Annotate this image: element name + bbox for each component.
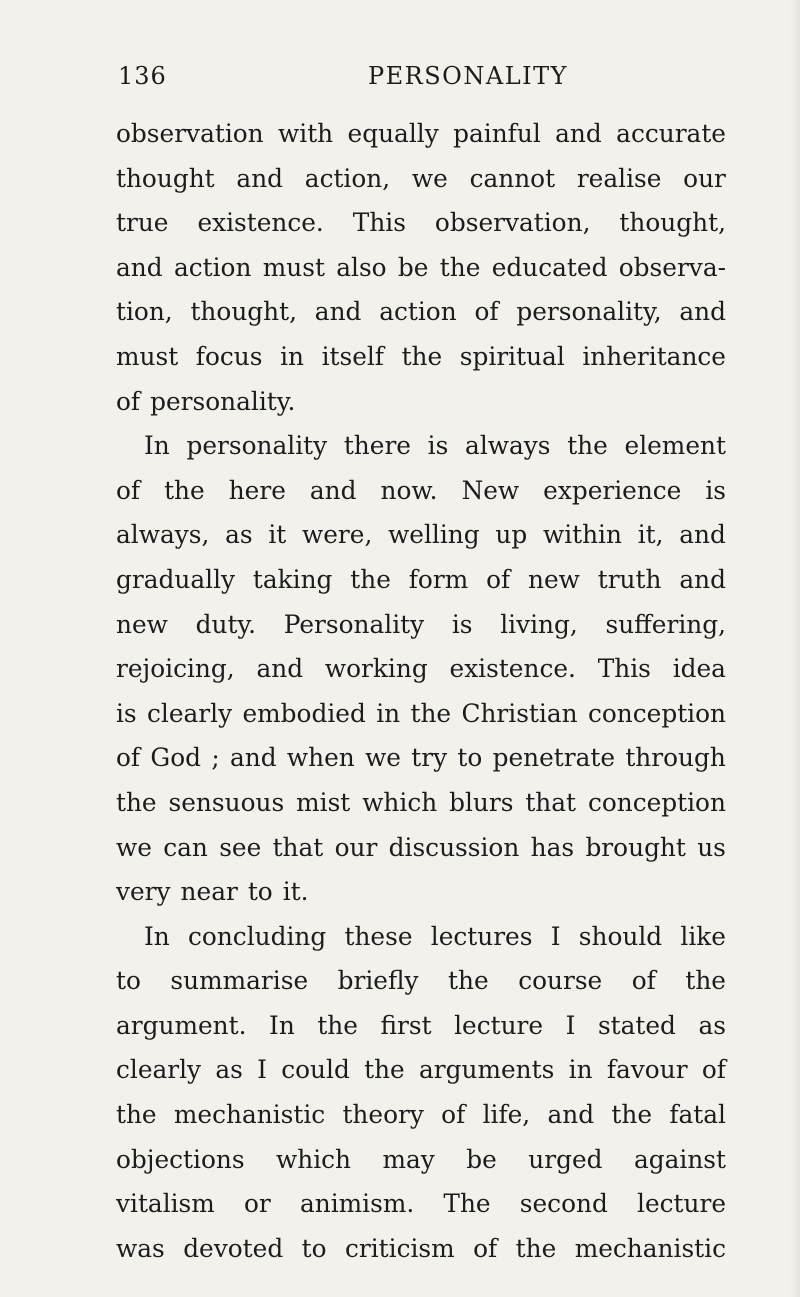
page-number: 136 xyxy=(118,62,167,90)
text-line: tion, thought, and action of personality, and xyxy=(116,297,726,327)
text-line: the sensuous mist which blurs that conception xyxy=(116,787,726,817)
text-line: observation with equally painful and accurate xyxy=(116,119,726,148)
text-line: was devoted to criticism of the mechanistic xyxy=(116,1233,726,1263)
running-head: PERSONALITY xyxy=(368,62,568,90)
page-header xyxy=(118,62,718,102)
text-line: to summarise briefly the course of the xyxy=(116,966,726,996)
text-line: gradually taking the form of new truth and xyxy=(116,564,726,594)
text-line: rejoicing, and working existence. This idea xyxy=(116,654,726,684)
text-line: of the here and now. New experience is xyxy=(116,475,726,505)
text-line: must focus in itself the spiritual inheritance xyxy=(116,341,726,371)
text-line: true existence. This observation, thought, xyxy=(116,208,726,238)
text-line: of personality. xyxy=(116,386,296,416)
text-line: is clearly embodied in the Christian conception xyxy=(116,698,726,728)
body-text xyxy=(116,112,726,1271)
text-line: In personality there is always the element xyxy=(144,431,726,461)
text-line: we can see that our discussion has brought us xyxy=(116,832,726,862)
text-line: clearly as I could the arguments in favour of xyxy=(116,1055,726,1085)
text-line: vitalism or animism. The second lecture xyxy=(116,1189,726,1219)
text-line: argument. In the first lecture I stated as xyxy=(116,1010,726,1040)
text-line: the mechanistic theory of life, and the fatal xyxy=(116,1100,726,1130)
text-line: always, as it were, welling up within it, and xyxy=(116,520,726,550)
text-line: In concluding these lectures I should like xyxy=(144,921,726,951)
text-line: and action must also be the educated observa- xyxy=(116,252,726,282)
text-line: objections which may be urged against xyxy=(116,1144,726,1174)
text-line: thought and action, we cannot realise our xyxy=(116,163,726,193)
text-line: new duty. Personality is living, suffering, xyxy=(116,609,726,639)
text-line: of God ; and when we try to penetrate through xyxy=(116,743,726,773)
page-edge-shadow xyxy=(790,0,800,1297)
text-line: very near to it. xyxy=(116,877,309,907)
